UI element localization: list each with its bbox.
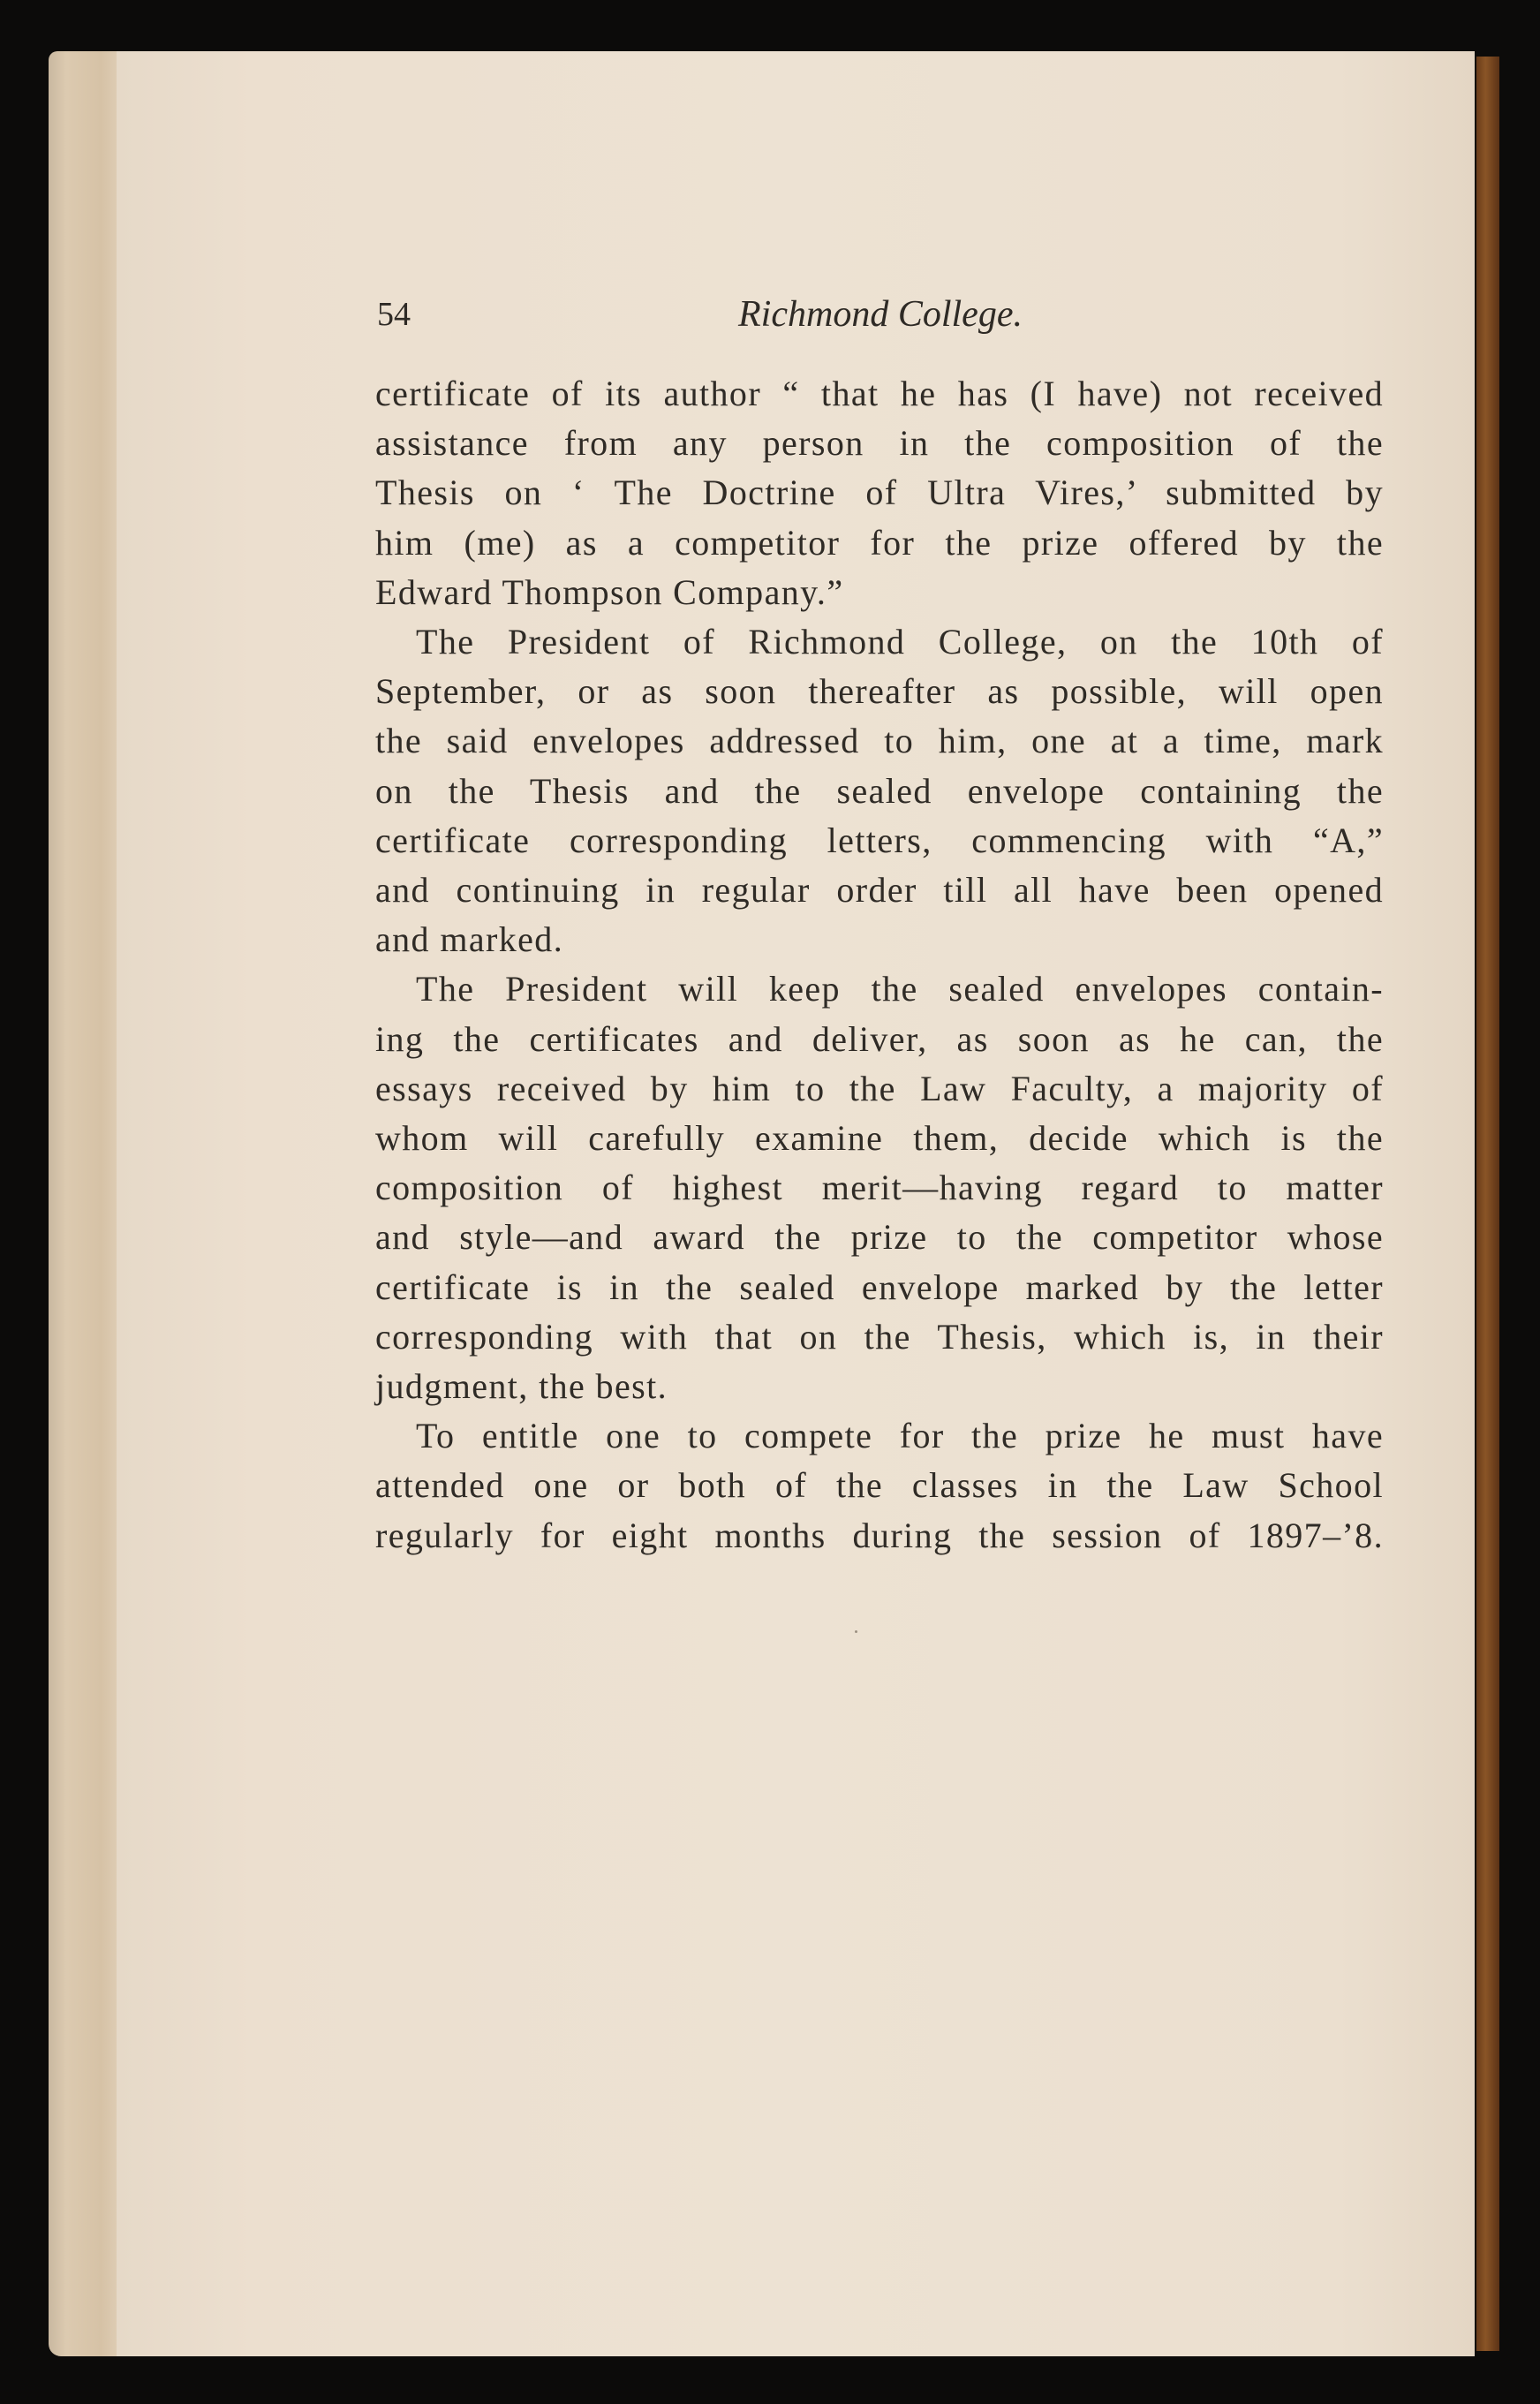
paper-speck: [855, 1630, 857, 1633]
text-line: certificate corresponding letters, commencing with “A,”: [375, 820, 1384, 860]
text-line: him (me) as a competitor for the prize offered by the: [375, 522, 1384, 563]
text-line: The President of Richmond College, on the 10th of: [416, 622, 1384, 662]
text-line: Thesis on ‘ The Doctrine of Ultra Vires,’ submitted by: [375, 472, 1384, 513]
text-line: attended one or both of the classes in the Law School: [375, 1465, 1384, 1506]
text-line: whom will carefully examine them, decide which is the: [375, 1118, 1384, 1159]
text-line: regularly for eight months during the session of 1897–’8.: [375, 1515, 1384, 1555]
paragraph: [375, 617, 1384, 964]
text-line: and marked.: [375, 919, 564, 960]
running-header: [377, 288, 1384, 341]
paragraph: [375, 964, 1384, 1411]
text-line: September, or as soon thereafter as possible, will open: [375, 671, 1384, 712]
paragraph: [375, 369, 1384, 617]
text-line: Edward Thompson Company.”: [375, 571, 844, 612]
text-line: ing the certificates and deliver, as soon as he can, the: [375, 1018, 1384, 1059]
adjacent-page-edge: [1476, 57, 1499, 2351]
running-title: Richmond College.: [738, 294, 1023, 335]
text-line: the said envelopes addressed to him, one at a time, mark: [375, 721, 1384, 761]
text-line: composition of highest merit—having regard to matter: [375, 1168, 1384, 1208]
body-text: [375, 369, 1384, 1561]
text-line: judgment, the best.: [375, 1366, 668, 1407]
text-line: The President will keep the sealed envelopes contain-: [416, 969, 1384, 1009]
text-line: To entitle one to compete for the prize he must have: [416, 1416, 1384, 1456]
text-line: assistance from any person in the composition of the: [375, 423, 1384, 464]
text-line: certificate is in the sealed envelope marked by the letter: [375, 1266, 1384, 1307]
text-line: essays received by him to the Law Faculty, a majority of: [375, 1068, 1384, 1108]
text-line: on the Thesis and the sealed envelope containing the: [375, 770, 1384, 811]
page-number: 54: [377, 296, 411, 333]
text-line: certificate of its author “ that he has (I have) not received: [375, 374, 1384, 413]
text-line: and style—and award the prize to the competitor whose: [375, 1217, 1384, 1258]
text-line: corresponding with that on the Thesis, which is, in their: [375, 1316, 1384, 1357]
paragraph: [375, 1411, 1384, 1561]
text-line: and continuing in regular order till all have been opened: [375, 870, 1384, 911]
